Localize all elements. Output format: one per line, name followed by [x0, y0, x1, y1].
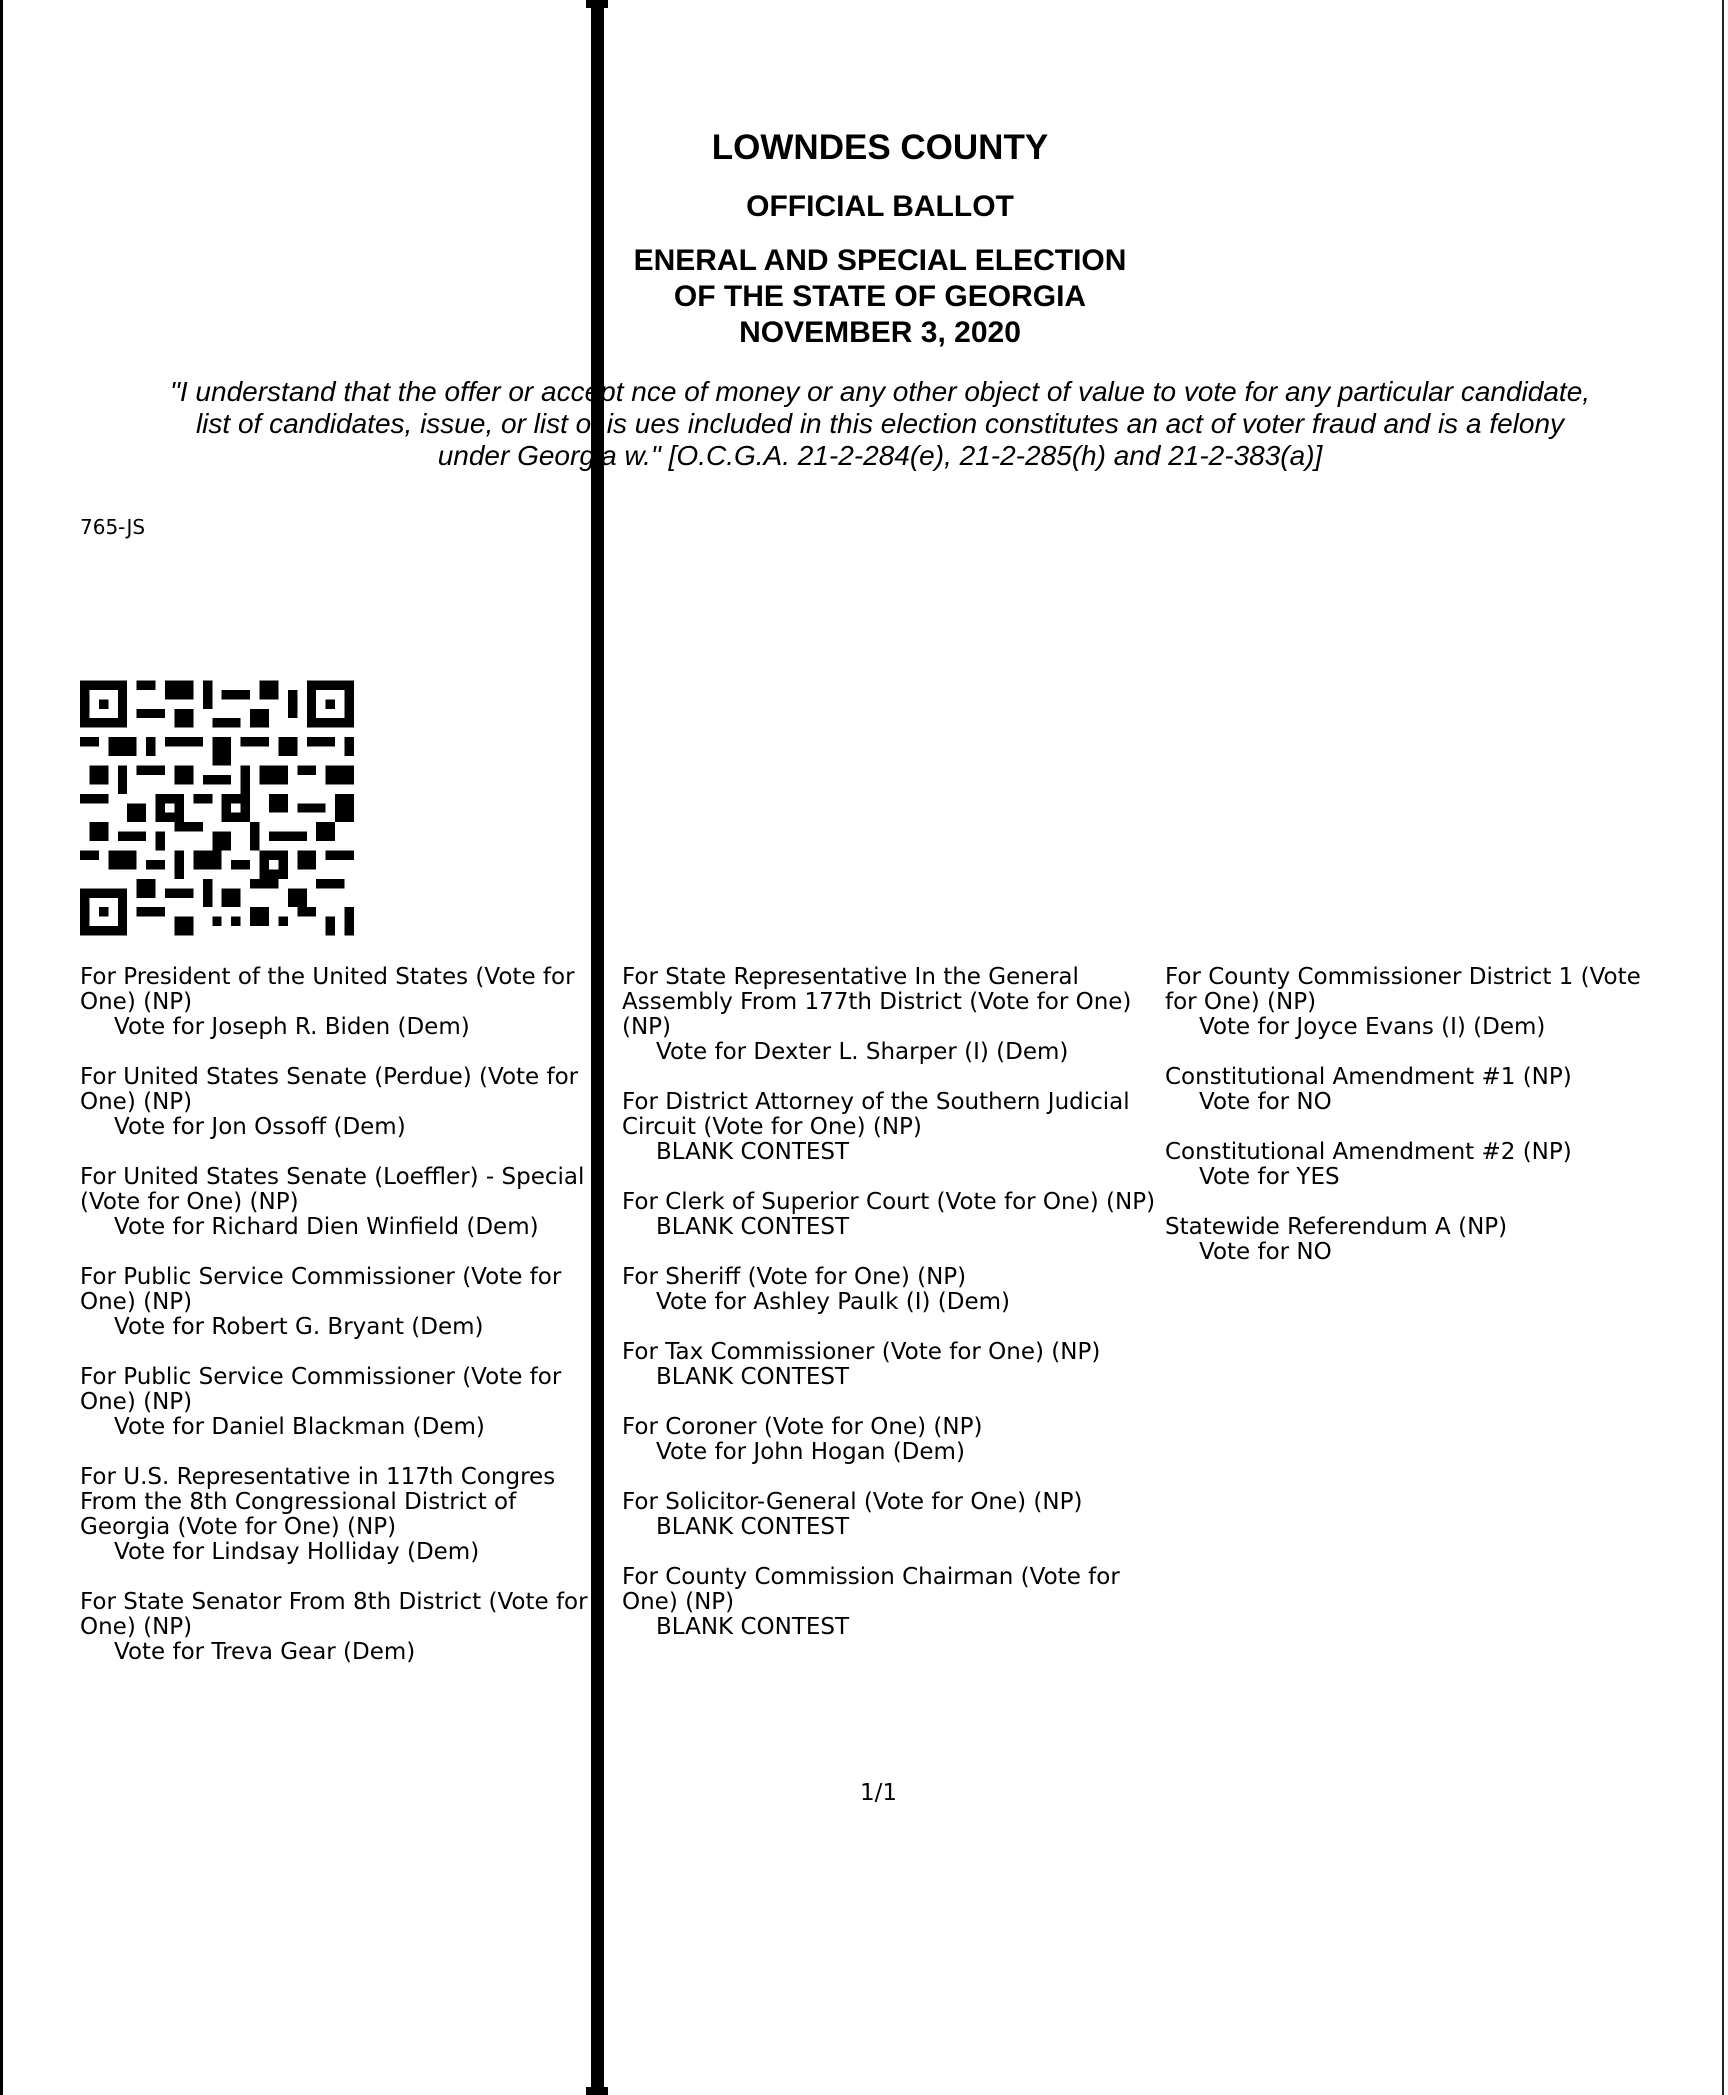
contest-title-continued: for One) (NP)	[1165, 989, 1317, 1015]
ballot-type: OFFICIAL BALLOT	[746, 190, 1014, 223]
contest-coroner	[622, 1415, 1162, 1465]
contest-district-attorney	[622, 1090, 1162, 1165]
page-number: 1/1	[860, 1780, 898, 1806]
contest-sheriff	[622, 1265, 1162, 1315]
contest-title: For President of the United States (Vote for One) (NP)	[80, 964, 575, 1015]
contest-title: Constitutional Amendment #1 (NP)	[1165, 1064, 1572, 1090]
contest-county-commission-chairman	[622, 1565, 1162, 1640]
contest-senate-loeffler	[80, 1165, 590, 1240]
contest-column-3	[1165, 965, 1720, 1290]
contest-selection: BLANK CONTEST	[656, 1514, 850, 1540]
contest-selection: BLANK CONTEST	[656, 1214, 850, 1240]
contest-solicitor-general	[622, 1490, 1162, 1540]
contest-title: For Tax Commissioner (Vote for One) (NP)	[622, 1339, 1101, 1365]
contest-selection: Vote for Joseph R. Biden (Dem)	[114, 1014, 470, 1040]
contest-title: For Public Service Commissioner (Vote for One) (NP)	[80, 1264, 562, 1315]
contest-amendment-1	[1165, 1065, 1720, 1115]
contest-selection: BLANK CONTEST	[656, 1139, 850, 1165]
contest-title: For Clerk of Superior Court (Vote for One) (NP)	[622, 1189, 1156, 1215]
contest-selection: Vote for NO	[1199, 1089, 1332, 1115]
contest-clerk-superior-court	[622, 1190, 1162, 1240]
contest-psc-2	[80, 1365, 590, 1440]
contest-selection: Vote for John Hogan (Dem)	[656, 1439, 965, 1465]
scan-bottom-mark	[586, 2087, 608, 2095]
contest-selection: Vote for NO	[1199, 1239, 1332, 1265]
contest-title: For Public Service Commissioner (Vote for One) (NP)	[80, 1364, 562, 1415]
scan-top-mark	[586, 0, 608, 8]
contest-selection: Vote for Joyce Evans (I) (Dem)	[1199, 1014, 1546, 1040]
contest-us-representative	[80, 1465, 590, 1565]
contest-senate-perdue	[80, 1065, 590, 1140]
notice-line3: under Georgia w." [O.C.G.A. 21-2-284(e), 21-2-285(h) and 21-2-383(a)]	[437, 440, 1323, 471]
contest-title: For Sheriff (Vote for One) (NP)	[622, 1264, 967, 1290]
contest-title: For County Commission Chairman (Vote for One) (NP)	[622, 1564, 1120, 1615]
contest-selection: Vote for YES	[1199, 1164, 1340, 1190]
voter-fraud-notice	[80, 376, 1680, 472]
contest-selection: Vote for Richard Dien Winfield (Dem)	[114, 1214, 539, 1240]
election-date: NOVEMBER 3, 2020	[739, 316, 1021, 349]
contest-selection: Vote for Dexter L. Sharper (I) (Dem)	[656, 1039, 1069, 1065]
county-title: LOWNDES COUNTY	[711, 128, 1049, 167]
contest-title: For County Commissioner District 1 (Vote	[1165, 965, 1641, 990]
contest-selection: Vote for Treva Gear (Dem)	[114, 1639, 416, 1665]
contest-title: For United States Senate (Loeffler) - Special (Vote for One) (NP)	[80, 1164, 585, 1215]
contest-tax-commissioner	[622, 1340, 1162, 1390]
election-title-line2: OF THE STATE OF GEORGIA	[673, 280, 1087, 313]
contest-column-2	[622, 965, 1162, 1665]
notice-line1: "I understand that the offer or accept nce of money or any other object of value to vote for any particular candidate,	[169, 376, 1591, 407]
contest-title: For U.S. Representative in 117th Congres From the 8th Congressional District of Georgia (Vote for One) (NP)	[80, 1464, 556, 1540]
election-title-line1: ENERAL AND SPECIAL ELECTION	[633, 244, 1127, 277]
ballot-id: 765-JS	[80, 515, 146, 539]
contest-selection: BLANK CONTEST	[656, 1614, 850, 1640]
contest-title: For United States Senate (Perdue) (Vote for One) (NP)	[80, 1064, 579, 1115]
scan-left-edge	[0, 0, 3, 2095]
contest-title: Statewide Referendum A (NP)	[1165, 1214, 1508, 1240]
contest-selection: Vote for Ashley Paulk (I) (Dem)	[656, 1289, 1010, 1315]
contest-title: For District Attorney of the Southern Judicial Circuit (Vote for One) (NP)	[622, 1089, 1130, 1140]
contest-selection: Vote for Jon Ossoff (Dem)	[114, 1114, 406, 1140]
contest-selection: Vote for Robert G. Bryant (Dem)	[114, 1314, 484, 1340]
contest-state-representative	[622, 965, 1162, 1065]
contest-title: For State Representative In the General Assembly From 177th District (Vote for One) (NP)	[622, 964, 1132, 1040]
contest-psc-1	[80, 1265, 590, 1340]
contest-amendment-2	[1165, 1140, 1720, 1190]
contest-state-senator	[80, 1590, 590, 1665]
contest-title: For Coroner (Vote for One) (NP)	[622, 1414, 983, 1440]
notice-line2: list of candidates, issue, or list of is ues included in this election constitutes an act of voter fraud and is a felony	[195, 408, 1565, 439]
election-title	[500, 243, 1260, 351]
contest-referendum-a	[1165, 1215, 1720, 1265]
qr-code	[80, 680, 354, 936]
scan-right-edge	[1722, 0, 1724, 2095]
contest-county-commissioner-d1	[1165, 965, 1720, 1040]
contest-president	[80, 965, 590, 1040]
contest-title: For State Senator From 8th District (Vote for One) (NP)	[80, 1589, 588, 1640]
contest-selection: Vote for Daniel Blackman (Dem)	[114, 1414, 485, 1440]
contest-selection: Vote for Lindsay Holliday (Dem)	[114, 1539, 480, 1565]
contest-title: Constitutional Amendment #2 (NP)	[1165, 1139, 1572, 1165]
contest-selection: BLANK CONTEST	[656, 1364, 850, 1390]
contest-column-1	[80, 965, 590, 1690]
contest-title: For Solicitor-General (Vote for One) (NP)	[622, 1489, 1083, 1515]
